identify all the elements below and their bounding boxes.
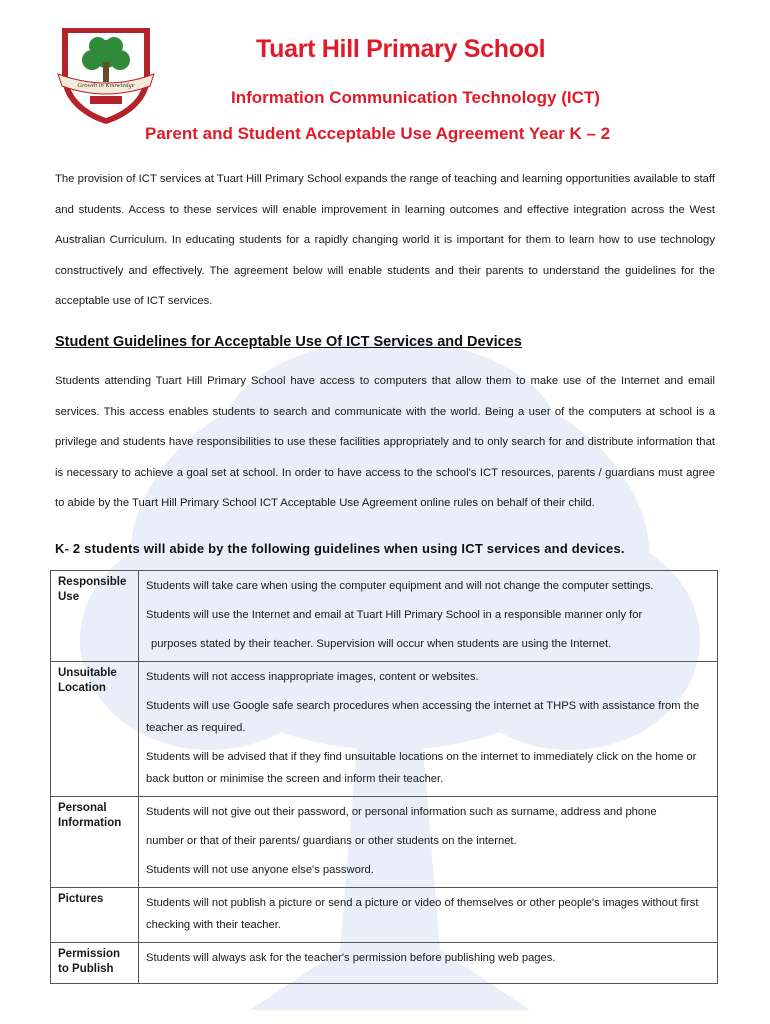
row-content — [139, 571, 718, 662]
guideline-item: number or that of their parents/ guardians or other students on the internet. — [146, 835, 517, 847]
guideline-item: Students will not access inappropriate images, content or websites. — [146, 671, 479, 683]
row-label: Unsuitable Location — [51, 662, 139, 797]
guideline-item: Students will always ask for the teacher's permission before publishing web pages. — [146, 952, 556, 964]
row-label: Permission to Publish — [51, 943, 139, 984]
guideline-item: Students will not publish a picture or send a picture or video of themselves or other people's images without first checking with their teacher. — [146, 897, 699, 931]
table-row — [51, 797, 718, 888]
section-paragraph: Students attending Tuart Hill Primary School have access to computers that allow them to make use of the Internet and email services. This access enables students to search and communicate with the world. Being a user of the computers at school is a privilege and students have responsibilities to use these facilities appropriately and to only search for and distribute information that is necessary to achieve a goal set at school. In order to have access to the school's ICT resources, parents / guardians must agree to abide by the Tuart Hill Primary School ICT Acceptable Use Agreement online rules on behalf of their child. — [55, 375, 715, 509]
row-content — [139, 662, 718, 797]
table-row — [51, 571, 718, 662]
row-content — [139, 943, 718, 984]
logo-motto: Growth in Knowledge — [77, 82, 135, 89]
guideline-item: Students will use the Internet and email at Tuart Hill Primary School in a responsible manner only for — [146, 609, 643, 621]
row-content — [139, 888, 718, 943]
school-crest-logo — [54, 22, 158, 126]
guidelines-table — [50, 570, 718, 984]
row-content — [139, 797, 718, 888]
subtitle-agreement: Parent and Student Acceptable Use Agreement Year K – 2 — [145, 124, 611, 143]
guidelines-heading: K- 2 students will abide by the following guidelines when using ICT services and devices. — [55, 541, 625, 556]
guideline-item: Students will take care when using the computer equipment and will not change the computer settings. — [146, 580, 654, 592]
page-title: Tuart Hill Primary School — [256, 35, 546, 63]
row-label: Responsible Use — [51, 571, 139, 662]
guideline-item: purposes stated by their teacher. Supervision will occur when students are using the Internet. — [151, 638, 612, 650]
table-row — [51, 943, 718, 984]
guideline-item: Students will use Google safe search procedures when accessing the internet at THPS with assistance from the teacher as required. — [146, 700, 700, 734]
subtitle-ict: Information Communication Technology (ICT) — [231, 88, 600, 107]
row-label: Personal Information — [51, 797, 139, 888]
guideline-item: Students will not give out their password, or personal information such as surname, address and phone — [146, 806, 657, 818]
row-label: Pictures — [51, 888, 139, 943]
guideline-item: Students will not use anyone else's password. — [146, 864, 374, 876]
guideline-item: Students will be advised that if they find unsuitable locations on the internet to immediately click on the home or back button or minimise the screen and inform their teacher. — [146, 751, 697, 785]
table-row — [51, 888, 718, 943]
section-heading: Student Guidelines for Acceptable Use Of ICT Services and Devices — [55, 334, 522, 350]
intro-paragraph: The provision of ICT services at Tuart Hill Primary School expands the range of teaching and learning opportunities available to staff and students. Access to these services will enable improvement in learning outcomes and effective integration across the West Australian Curriculum. In educating students for a rapidly changing world it is important for them to learn how to use technology constructively and effectively. The agreement below will enable students and their parents to understand the guidelines for the acceptable use of ICT services. — [55, 173, 715, 307]
table-row — [51, 662, 718, 797]
